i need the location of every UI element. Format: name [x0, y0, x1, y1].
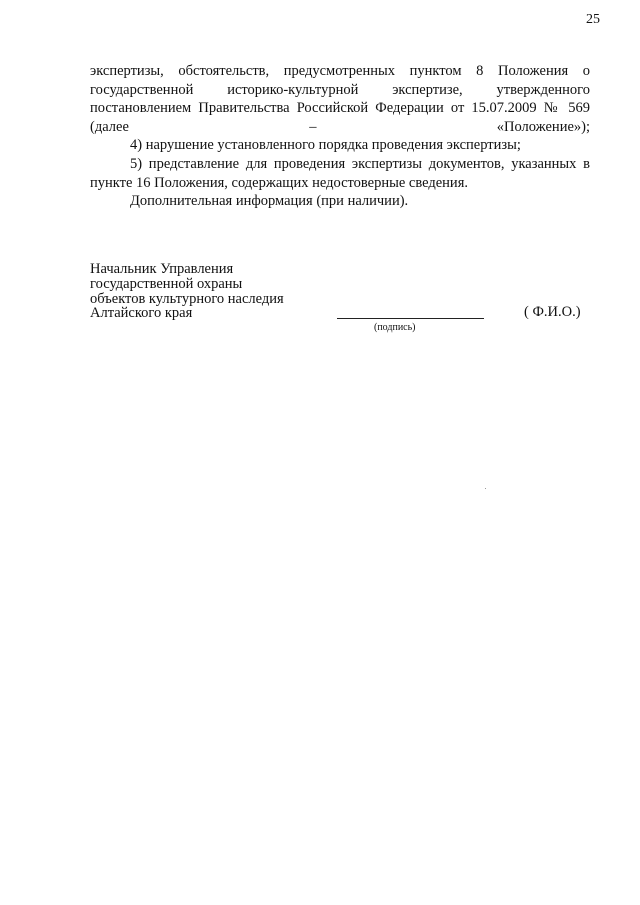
scan-speck — [485, 488, 486, 489]
signatory-title-line: государственной охраны — [90, 275, 243, 292]
paragraph-item-4: 4) нарушение установленного порядка проведения экспертизы; — [130, 137, 521, 154]
name-placeholder: ( Ф.И.О.) — [524, 304, 581, 320]
paragraph-expertise-circumstances: экспертизы, обстоятельств, предусмотренных пунктом 8 Положения о государственной историко-культурной экспертизе, утвержденного постановлением Правительства Российской Федерации от 15.07.2009 № 569 (далее – «Положение»); — [90, 63, 590, 135]
signature-caption: (подпись) — [374, 322, 416, 333]
signature-line — [337, 318, 484, 319]
page-number: 25 — [586, 12, 600, 27]
paragraph-additional-info: Дополнительная информация (при наличии). — [130, 193, 409, 210]
signatory-title-line: объектов культурного наследия — [90, 290, 284, 307]
body-text — [90, 62, 590, 211]
signatory-title-line: Начальник Управления — [90, 261, 234, 277]
paragraph-item-5: 5) представление для проведения экспертизы документов, указанных в пункте 16 Положения, содержащих недостоверные сведения. — [90, 155, 590, 191]
signatory-title — [90, 262, 284, 321]
signatory-title-line: Алтайского края — [90, 305, 193, 322]
